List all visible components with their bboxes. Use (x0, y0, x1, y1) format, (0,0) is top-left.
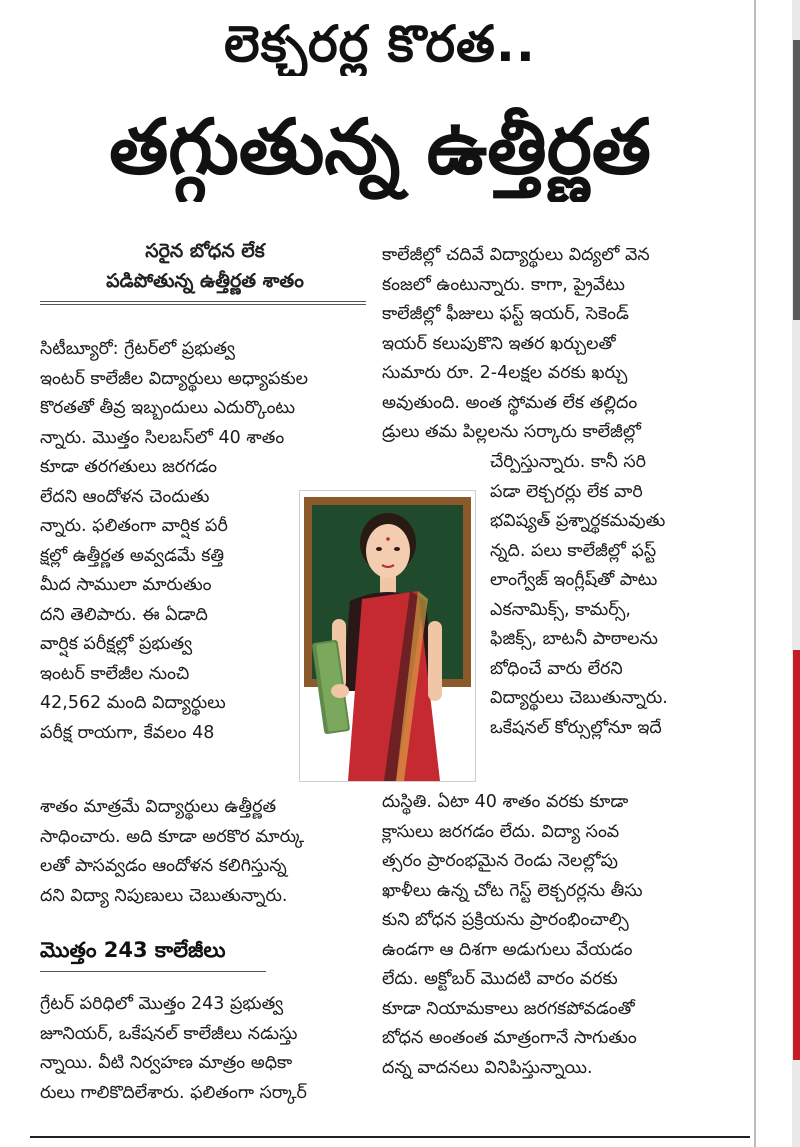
text-line: లేదని ఆందోళన చెందుతు (40, 486, 210, 507)
text-line: న్నారు. ఫలితంగా వార్షిక పరీ (40, 516, 228, 536)
text-line: దని విద్యా నిపుణులు చెబుతున్నారు. (40, 885, 288, 906)
col1-paragraph-after (40, 990, 366, 1108)
col2-paragraph-top (382, 241, 722, 448)
text-line: జూనియర్, ఒకేషనల్ కాలేజీలు నడుస్తు (40, 1023, 298, 1044)
text-line: దని తెలిపారు. ఈ ఏడాది (40, 604, 208, 625)
text-line: లేదు. అక్టోబర్ మొదటి వారం వరకు (382, 969, 618, 989)
text-line: డ్రులు తమ పిల్లలను సర్కారు కాలేజీల్లో (382, 422, 641, 442)
text-line: దుస్థితి. ఏటా 40 శాతం వరకు కూడా (382, 792, 629, 812)
text-line: పడా లెక్చరర్లు లేక వారి (490, 481, 643, 502)
text-line: లతో పాసవ్వడం ఆందోళన కలిగిస్తున్న (40, 856, 287, 876)
text-line: ఇయర్ కలుపుకొని ఇతర ఖర్చులతో (382, 333, 616, 354)
col2-paragraph-bottom (382, 788, 722, 1083)
text-line: లాంగ్వేజ్ ఇంగ్లీష్‌తో పాటు (490, 570, 658, 590)
right-arm (428, 621, 442, 701)
text-line: ఒకేషనల్ కోర్సుల్లోనూ ఇదే (490, 717, 662, 738)
adjacent-page-image-dark (793, 40, 800, 320)
text-line: న్నది. పలు కాలేజీల్లో ఫస్ట్ (490, 540, 657, 561)
sub-heading-underline-2 (40, 304, 366, 305)
text-line: మీద సాములా మారుతుం (40, 575, 212, 595)
text-line: క్లాసులు జరగడం లేదు. విద్యా సంవ (382, 821, 620, 842)
text-line: చేర్పిస్తున్నారు. కానీ సరి (490, 452, 647, 472)
text-line: భవిష్యత్ ప్రశ్నార్థకమవుతు (490, 511, 666, 531)
headline-line-2: తగ్గుతున్న ఉత్తీర్ణత (109, 102, 651, 191)
text-line: రులు గాలికొదిలేశారు. ఫలితంగా సర్కార్ (40, 1082, 307, 1103)
text-line: విద్యార్థులు చెబుతున్నారు. (490, 688, 668, 708)
text-line: ఎకనామిక్స్, కామర్స్, (490, 599, 631, 620)
text-line: కాలేజీల్లో ఫీజులు ఫస్ట్ ఇయర్, సెకెండ్ (382, 304, 629, 324)
text-line: న్నాయి. వీటి నిర్వహణ మాత్రం అధికా (40, 1053, 293, 1073)
sub-heading (40, 236, 370, 296)
text-line: దన్న వాదనలు వినిపిస్తున్నాయి. (382, 1057, 593, 1078)
text-line: సాధించారు. అది కూడా అరకొర మార్కు (40, 826, 305, 847)
text-line: పరీక్ష రాయగా, కేవలం 48 (40, 722, 215, 743)
text-line: ఫిజిక్స్, బాటనీ పాఠాలను (490, 629, 658, 649)
text-line: బోధించే వారు లేరని (490, 658, 623, 679)
text-line: వార్షిక పరీక్షల్లో ప్రభుత్వ (40, 634, 193, 654)
face (366, 524, 410, 578)
text-line: కాలేజీల్లో చదివే విద్యార్థులు విద్యలో వెన (382, 245, 650, 265)
text-line: కుని బోధన ప్రక్రియను ప్రారంభించాల్సి (382, 910, 629, 930)
text-line: క్షల్లో ఉత్తీర్ణత అవ్వడమే కత్తి (40, 545, 225, 566)
crosshead-underline (40, 971, 266, 972)
sub-heading-underline (40, 301, 366, 302)
text-line: కంజలో ఉంటున్నారు. కాగా, ప్రైవేటు (382, 274, 625, 295)
text-line: ఇంటర్ కాలేజీల విద్యార్థులు అధ్యాపకుల (40, 368, 309, 389)
col1-paragraph-top (40, 335, 366, 453)
teacher-illustration-svg (300, 491, 475, 781)
sub-heading-line-2: పడిపోతున్న ఉత్తీర్ణత శాతం (106, 270, 304, 292)
text-line: కొరతతో తీవ్ర ఇబ్బందులు ఎదుర్కొంటు (40, 398, 296, 418)
text-line: అవుతుంది. అంత స్థోమత లేక తల్లిదం (382, 392, 638, 413)
text-line: సుమారు రూ. 2-4లక్షల వరకు ఖర్చు (382, 363, 628, 383)
headline-line-1: లెక్చరర్ల కొరత.. (224, 15, 536, 73)
text-line: కూడా తరగతులు జరగడం (40, 457, 218, 477)
sub-heading-line-1: సరైన బోధన లేక (145, 240, 265, 262)
text-line: ఉండగా ఆ దిశగా అడుగులు వేయడం (382, 939, 633, 960)
text-line: బోధన అంతంత మాత్రంగానే సాగుతుం (382, 1028, 637, 1048)
text-line: ఇంటర్ కాలేజీల నుంచి (40, 663, 190, 684)
text-line: ఖాళీలు ఉన్న చోట గెస్ట్ లెక్చరర్లను తీసు (382, 880, 643, 901)
text-line: కూడా నియామకాలు జరగకపోవడంతో (382, 998, 635, 1019)
col1-paragraph-bottom (40, 793, 366, 911)
text-line: సిటీబ్యూరో: గ్రేటర్‌లో ప్రభుత్వ (40, 339, 235, 359)
text-line: న్నారు. మొత్తం సిలబస్‌లో 40 శాతం (40, 427, 285, 448)
bottom-rule (30, 1136, 750, 1138)
text-line: త్సరం ప్రారంభమైన రెండు నెలల్లోపు (382, 851, 618, 871)
text-line: 42,562 మంది విద్యార్థులు (40, 693, 226, 713)
teacher-illustration (299, 490, 476, 782)
crosshead: మొత్తం 243 కాలేజీలు (40, 938, 226, 962)
col1-paragraph-wrap (40, 453, 290, 748)
col2-paragraph-wrap (490, 448, 722, 743)
text-line: శాతం మాత్రమే విద్యార్థులు ఉత్తీర్ణత (40, 797, 277, 817)
text-line: గ్రేటర్ పరిధిలో మొత్తం 243 ప్రభుత్వ (40, 994, 284, 1014)
adjacent-page-image-red (793, 650, 800, 1060)
